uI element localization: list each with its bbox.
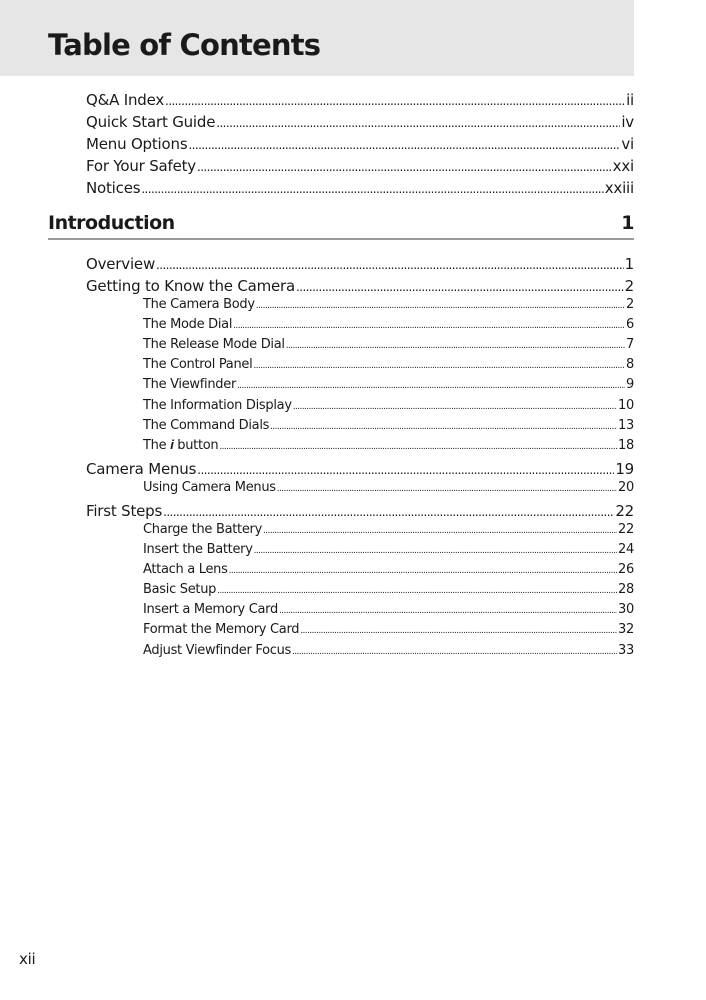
dot-leader (229, 567, 617, 576)
toc-entry-page: 10 (618, 398, 634, 413)
toc-subentry-using-camera-menus[interactable] (143, 481, 634, 494)
toc-subentry-charge-the-battery[interactable] (143, 523, 634, 536)
toc-entry-label: Adjust Viewfinder Focus (143, 643, 292, 658)
toc-entry-label: The 𝒊 button (143, 438, 219, 453)
toc-subentry-the-information-display[interactable] (143, 399, 634, 412)
toc-subentry-the-control-panel[interactable] (143, 358, 634, 371)
toc-entry-label: Charge the Battery (143, 522, 262, 537)
dot-leader (163, 506, 614, 518)
dot-leader (219, 443, 617, 452)
toc-entry-getting-to-know-the-camera[interactable] (86, 279, 634, 294)
toc-entry-label: The Release Mode Dial (143, 337, 285, 352)
toc-entry-label: Attach a Lens (143, 562, 228, 577)
toc-entry-label: Overview (86, 255, 156, 273)
section-heading-label: Introduction (48, 212, 175, 234)
toc-subentry-attach-a-lens[interactable] (143, 563, 634, 576)
toc-entry-qa-index[interactable] (86, 93, 634, 108)
toc-entry-label: Notices (86, 179, 141, 197)
toc-entry-page: 2 (624, 277, 634, 295)
toc-entry-label: For Your Safety (86, 157, 196, 175)
toc-entry-first-steps[interactable] (86, 504, 634, 519)
toc-entry-page: ii (626, 91, 634, 109)
toc-entry-label: Using Camera Menus (143, 480, 276, 495)
toc-entry-page: 9 (626, 377, 634, 392)
toc-entry-page: xxiii (604, 179, 634, 197)
dot-leader (253, 362, 625, 371)
dot-leader (279, 607, 617, 616)
toc-subentry-basic-setup[interactable] (143, 583, 634, 596)
toc-entry-page: 22 (615, 502, 634, 520)
toc-entry-page: 1 (624, 255, 634, 273)
toc-entry-page: 20 (618, 480, 634, 495)
toc-subentry-the-viewfinder[interactable] (143, 378, 634, 391)
section-heading-introduction[interactable] (48, 210, 634, 240)
toc-subentry-the-command-dials[interactable] (143, 419, 634, 432)
dot-leader (277, 485, 617, 494)
toc-entry-menu-options[interactable] (86, 137, 634, 152)
toc-entry-page: 18 (618, 438, 634, 453)
toc-entry-label: The Control Panel (143, 357, 253, 372)
toc-entry-label: Basic Setup (143, 582, 217, 597)
toc-entry-label: The Command Dials (143, 418, 270, 433)
dot-leader (254, 547, 617, 556)
toc-entry-page: 19 (615, 460, 634, 478)
toc-entry-notices[interactable] (86, 181, 634, 196)
page-title: Table of Contents (48, 28, 321, 62)
toc-entry-label: The Mode Dial (143, 317, 233, 332)
toc-subentry-the-camera-body[interactable] (143, 298, 634, 311)
toc-entry-label: Insert the Battery (143, 542, 253, 557)
dot-leader (300, 627, 617, 636)
dot-leader (156, 259, 624, 271)
toc-entry-page: 7 (626, 337, 634, 352)
toc-entry-page: 33 (618, 643, 634, 658)
toc-entry-page: 30 (618, 602, 634, 617)
toc-entry-page: 28 (618, 582, 634, 597)
toc-entry-overview[interactable] (86, 257, 634, 272)
toc-entry-label: Format the Memory Card (143, 622, 300, 637)
toc-entry-label: Quick Start Guide (86, 113, 216, 131)
dot-leader (292, 648, 617, 657)
dot-leader (286, 342, 625, 351)
dot-leader (270, 423, 617, 432)
toc-subentry-adjust-viewfinder-focus[interactable] (143, 644, 634, 657)
dot-leader (197, 464, 614, 476)
section-heading-page: 1 (621, 212, 634, 234)
toc-entry-label: First Steps (86, 502, 163, 520)
toc-entry-label: Camera Menus (86, 460, 197, 478)
toc-entry-label: Q&A Index (86, 91, 165, 109)
dot-leader (165, 95, 625, 107)
page-number: xii (19, 950, 36, 968)
toc-entry-page: 26 (618, 562, 634, 577)
toc-entry-camera-menus[interactable] (86, 462, 634, 477)
toc-entry-page: 22 (618, 522, 634, 537)
toc-entry-page: 24 (618, 542, 634, 557)
dot-leader (263, 527, 617, 536)
dot-leader (216, 117, 620, 129)
toc-subentry-the-i-button[interactable] (143, 439, 634, 452)
toc-subentry-insert-a-memory-card[interactable] (143, 603, 634, 616)
toc-entry-label: Menu Options (86, 135, 188, 153)
toc-entry-label: The Camera Body (143, 297, 255, 312)
dot-leader (256, 302, 625, 311)
toc-entry-page: 2 (626, 297, 634, 312)
toc-entry-page: 13 (618, 418, 634, 433)
toc-subentry-the-release-mode-dial[interactable] (143, 338, 634, 351)
dot-leader (233, 322, 625, 331)
toc-entry-label: Insert a Memory Card (143, 602, 278, 617)
toc-subentry-insert-the-battery[interactable] (143, 543, 634, 556)
dot-leader (197, 161, 612, 173)
toc-subentry-format-the-memory-card[interactable] (143, 623, 634, 636)
toc-entry-page: vi (621, 135, 634, 153)
dot-leader (237, 382, 625, 391)
toc-entry-page: 32 (618, 622, 634, 637)
dot-leader (188, 139, 620, 151)
toc-entry-page: iv (621, 113, 634, 131)
toc-entry-for-your-safety[interactable] (86, 159, 634, 174)
toc-entry-page: 6 (626, 317, 634, 332)
toc-entry-page: 8 (626, 357, 634, 372)
toc-subentry-the-mode-dial[interactable] (143, 318, 634, 331)
toc-entry-label: The Viewfinder (143, 377, 236, 392)
toc-entry-label: The Information Display (143, 398, 292, 413)
toc-entry-page: xxi (612, 157, 634, 175)
toc-entry-quick-start-guide[interactable] (86, 115, 634, 130)
toc-entry-label: Getting to Know the Camera (86, 277, 296, 295)
dot-leader (296, 281, 624, 293)
dot-leader (217, 587, 617, 596)
dot-leader (141, 183, 603, 195)
dot-leader (293, 403, 617, 412)
